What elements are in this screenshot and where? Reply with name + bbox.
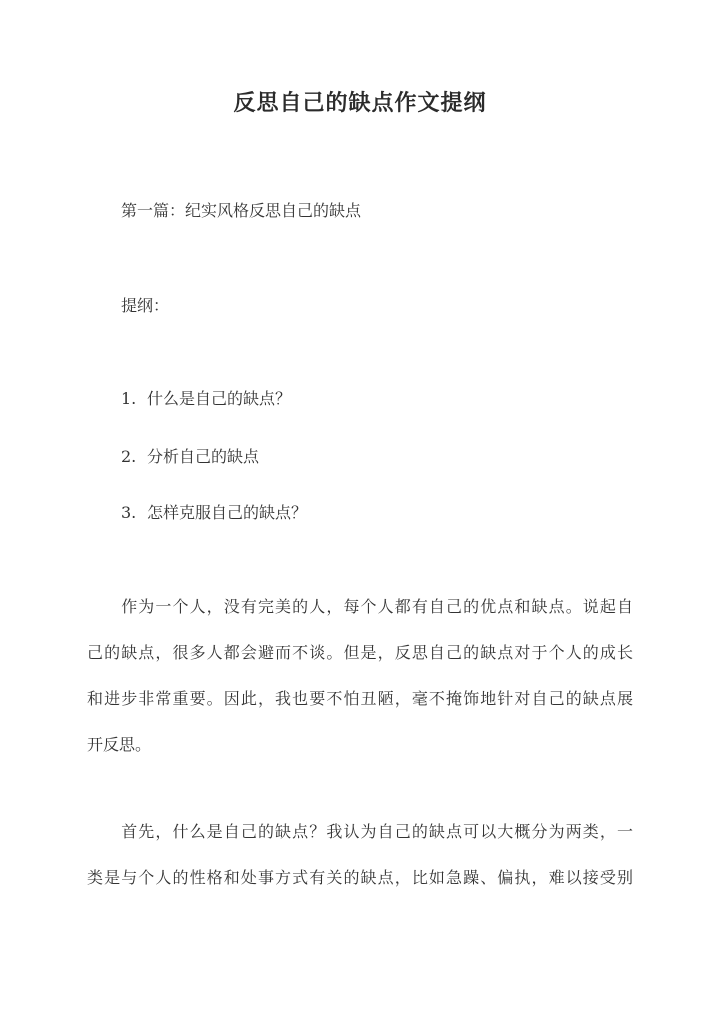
paragraph-line: 作为一个人，没有完美的人，每个人都有自己的优点和缺点。说起自	[87, 597, 633, 616]
paragraph-line: 己的缺点，很多人都会避而不谈。但是，反思自己的缺点对于个人的成长	[87, 643, 633, 662]
document-title: 反思自己的缺点作文提纲	[233, 90, 487, 116]
outline-item-text: 分析自己的缺点	[147, 447, 260, 466]
outline-item	[121, 386, 291, 409]
paragraph-line: 类是与个人的性格和处事方式有关的缺点，比如急躁、偏执，难以接受别	[87, 868, 633, 887]
outline-item	[121, 500, 307, 523]
outline-item-number: 2.	[121, 447, 137, 466]
outline-item-number: 3.	[121, 503, 137, 522]
paragraph-line: 和进步非常重要。因此，我也要不怕丑陋，毫不掩饰地针对自己的缺点展	[87, 689, 633, 708]
section-subheading: 第一篇：纪实风格反思自己的缺点	[121, 201, 362, 220]
body-paragraph	[87, 594, 633, 778]
body-paragraph	[87, 819, 633, 911]
outline-item	[121, 444, 259, 467]
outline-item-text: 怎样克服自己的缺点？	[147, 503, 308, 522]
outline-item-text: 什么是自己的缺点？	[147, 389, 292, 408]
paragraph-line: 首先，什么是自己的缺点？我认为自己的缺点可以大概分为两类，一	[87, 822, 633, 841]
outline-item-number: 1.	[121, 389, 137, 408]
outline-label: 提纲：	[121, 296, 170, 315]
paragraph-line: 开反思。	[87, 735, 152, 754]
